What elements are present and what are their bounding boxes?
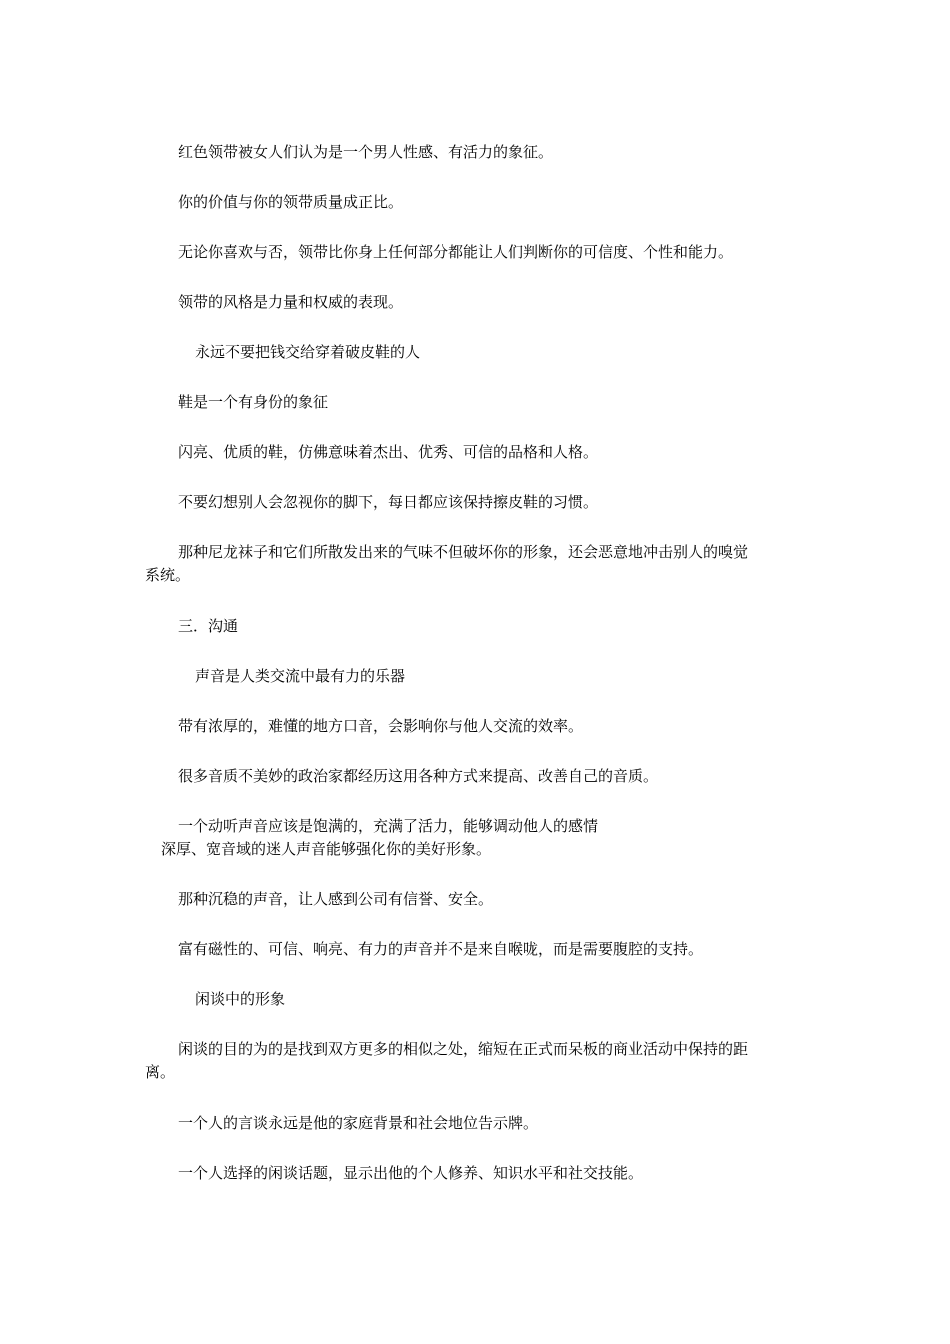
text-line-2: 你的价值与你的领带质量成正比。 [178,193,404,211]
text-line-8: 不要幻想别人会忽视你的脚下，每日都应该保持擦皮鞋的习惯。 [178,493,599,511]
section-heading-communication: 三．沟通 [178,617,239,635]
subheading-small-talk: 闲谈中的形象 [195,990,286,1008]
text-line-6: 鞋是一个有身份的象征 [178,393,329,411]
text-line-17: 那种沉稳的声音，让人感到公司有信誉、安全。 [178,890,494,908]
subheading-voice: 声音是人类交流中最有力的乐器 [195,667,406,685]
text-line-23: 一个人选择的闲谈话题，显示出他的个人修养、知识水平和社交技能。 [178,1164,644,1182]
text-line-22: 一个人的言谈永远是他的家庭背景和社会地位告示牌。 [178,1114,539,1132]
text-line-20b: 离。 [145,1063,176,1081]
text-line-3: 无论你喜欢与否，领带比你身上任何部分都能让人们判断你的可信度、个性和能力。 [178,243,734,261]
text-line-15b: 深厚、宽音域的迷人声音能够强化你的美好形象。 [161,840,492,858]
text-line-13: 带有浓厚的，难懂的地方口音，会影响你与他人交流的效率。 [178,717,584,735]
subheading-shoes: 永远不要把钱交给穿着破皮鞋的人 [195,343,421,361]
text-line-20a: 闲谈的目的为的是找到双方更多的相似之处，缩短在正式而呆板的商业活动中保持的距 [178,1040,749,1058]
text-line-1: 红色领带被女人们认为是一个男人性感、有活力的象征。 [178,143,554,161]
text-line-14: 很多音质不美妙的政治家都经历这用各种方式来提高、改善自己的音质。 [178,767,659,785]
text-line-9b: 系统。 [145,566,191,584]
text-line-18: 富有磁性的、可信、响亮、有力的声音并不是来自喉咙，而是需要腹腔的支持。 [178,940,704,958]
text-line-15a: 一个动听声音应该是饱满的，充满了活力，能够调动他人的感情 [178,817,599,835]
text-line-7: 闪亮、优质的鞋，仿佛意味着杰出、优秀、可信的品格和人格。 [178,443,599,461]
text-line-4: 领带的风格是力量和权威的表现。 [178,293,404,311]
text-line-9a: 那种尼龙袜子和它们所散发出来的气味不但破坏你的形象，还会恶意地冲击别人的嗅觉 [178,543,749,561]
